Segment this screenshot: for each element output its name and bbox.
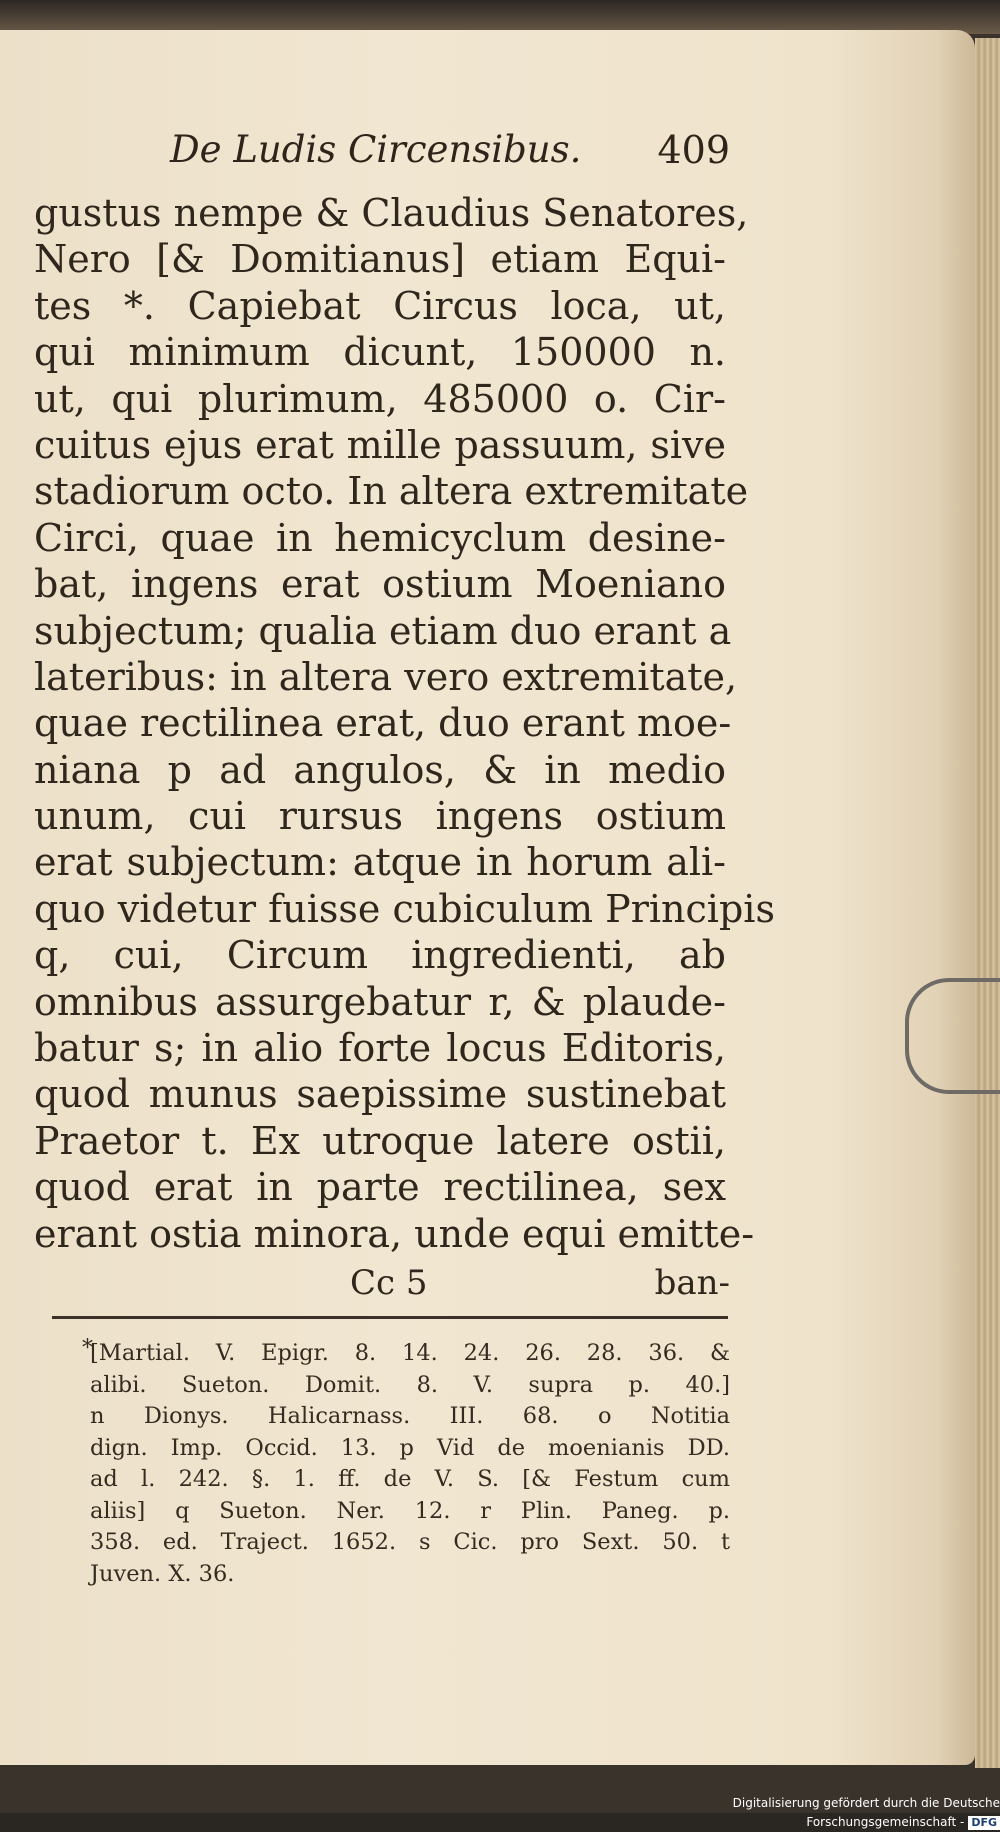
footnote-line: 358. ed. Traject. 1652. s Cic. pro Sext. 50. t — [90, 1529, 730, 1555]
footnote-marker: * — [82, 1336, 93, 1361]
page-header — [170, 128, 730, 184]
catchword: ban- — [654, 1263, 730, 1303]
text-line: unum, cui rursus ingens ostium — [34, 794, 726, 839]
dfg-logo: DFG — [968, 1816, 1000, 1830]
footnote-line: [Martial. V. Epigr. 8. 14. 24. 26. 28. 36. & — [90, 1340, 730, 1366]
text-line: Nero [& Domitianus] etiam Equi- — [34, 237, 726, 282]
running-title: De Ludis Circensibus. — [170, 128, 582, 171]
text-line: erat subjectum: atque in horum ali- — [34, 840, 726, 885]
page-clip — [905, 978, 1000, 1094]
body-text — [34, 190, 775, 1257]
text-line: q, cui, Circum ingredienti, ab — [34, 933, 726, 978]
signature-mark: Cc 5 — [350, 1263, 428, 1303]
text-line: Circi, quae in hemicyclum desine- — [34, 515, 726, 560]
top-shadow — [0, 0, 1000, 34]
text-line: bat, ingens erat ostium Moeniano — [34, 562, 726, 607]
footnote-line: alibi. Sueton. Domit. 8. V. supra p. 40.] — [90, 1371, 730, 1398]
text-line: Praetor t. Ex utroque latere ostii, — [34, 1118, 726, 1163]
footnote-rule — [52, 1316, 728, 1319]
text-line: quod erat in parte rectilinea, sex — [34, 1165, 726, 1210]
catchline — [350, 1263, 730, 1303]
footnote-line: Juven. X. 36. — [90, 1560, 235, 1587]
digitization-credit — [580, 1794, 1000, 1829]
text-line: omnibus assurgebatur r, & plaude- — [34, 979, 726, 1024]
text-line: quae rectilinea erat, duo erant moe- — [34, 701, 732, 746]
page-number: 409 — [657, 128, 730, 172]
footnote-line: dign. Imp. Occid. 13. p Vid de moenianis DD. — [90, 1434, 730, 1461]
text-line: subjectum; qualia etiam duo erant a — [34, 608, 732, 653]
text-line: batur s; in alio forte locus Editoris, — [34, 1026, 726, 1071]
text-line: lateribus: in altera vero extremitate, — [34, 654, 738, 699]
text-line: ut, qui plurimum, 485000 o. Cir- — [34, 376, 726, 421]
page-edges — [975, 38, 1000, 1768]
footnote-line: ad l. 242. §. 1. ff. de V. S. [& Festum cum — [90, 1466, 730, 1492]
text-line: gustus nempe & Claudius Senatores, — [34, 191, 749, 235]
credit-text: Digitalisierung gefördert durch die Deutsche Forschungsgemeinschaft - — [732, 1796, 1000, 1829]
text-line: niana p ad angulos, & in medio — [34, 747, 726, 792]
text-line: quod munus saepissime sustinebat — [34, 1072, 726, 1117]
text-line: stadiorum octo. In altera extremitate — [34, 469, 749, 514]
text-line: erant ostia minora, unde equi emitte- — [34, 1211, 755, 1256]
text-line: qui minimum dicunt, 150000 n. — [34, 330, 726, 375]
text-line: cuitus ejus erat mille passuum, sive — [34, 422, 726, 467]
footnote-line: n Dionys. Halicarnass. III. 68. o Notitia — [90, 1403, 730, 1429]
text-line: quo videtur fuisse cubiculum Principis — [34, 886, 775, 931]
text-line: tes *. Capiebat Circus loca, ut, — [34, 283, 726, 328]
footnotes — [82, 1336, 730, 1590]
footnote-line: aliis] q Sueton. Ner. 12. r Plin. Paneg. p. — [90, 1497, 730, 1524]
